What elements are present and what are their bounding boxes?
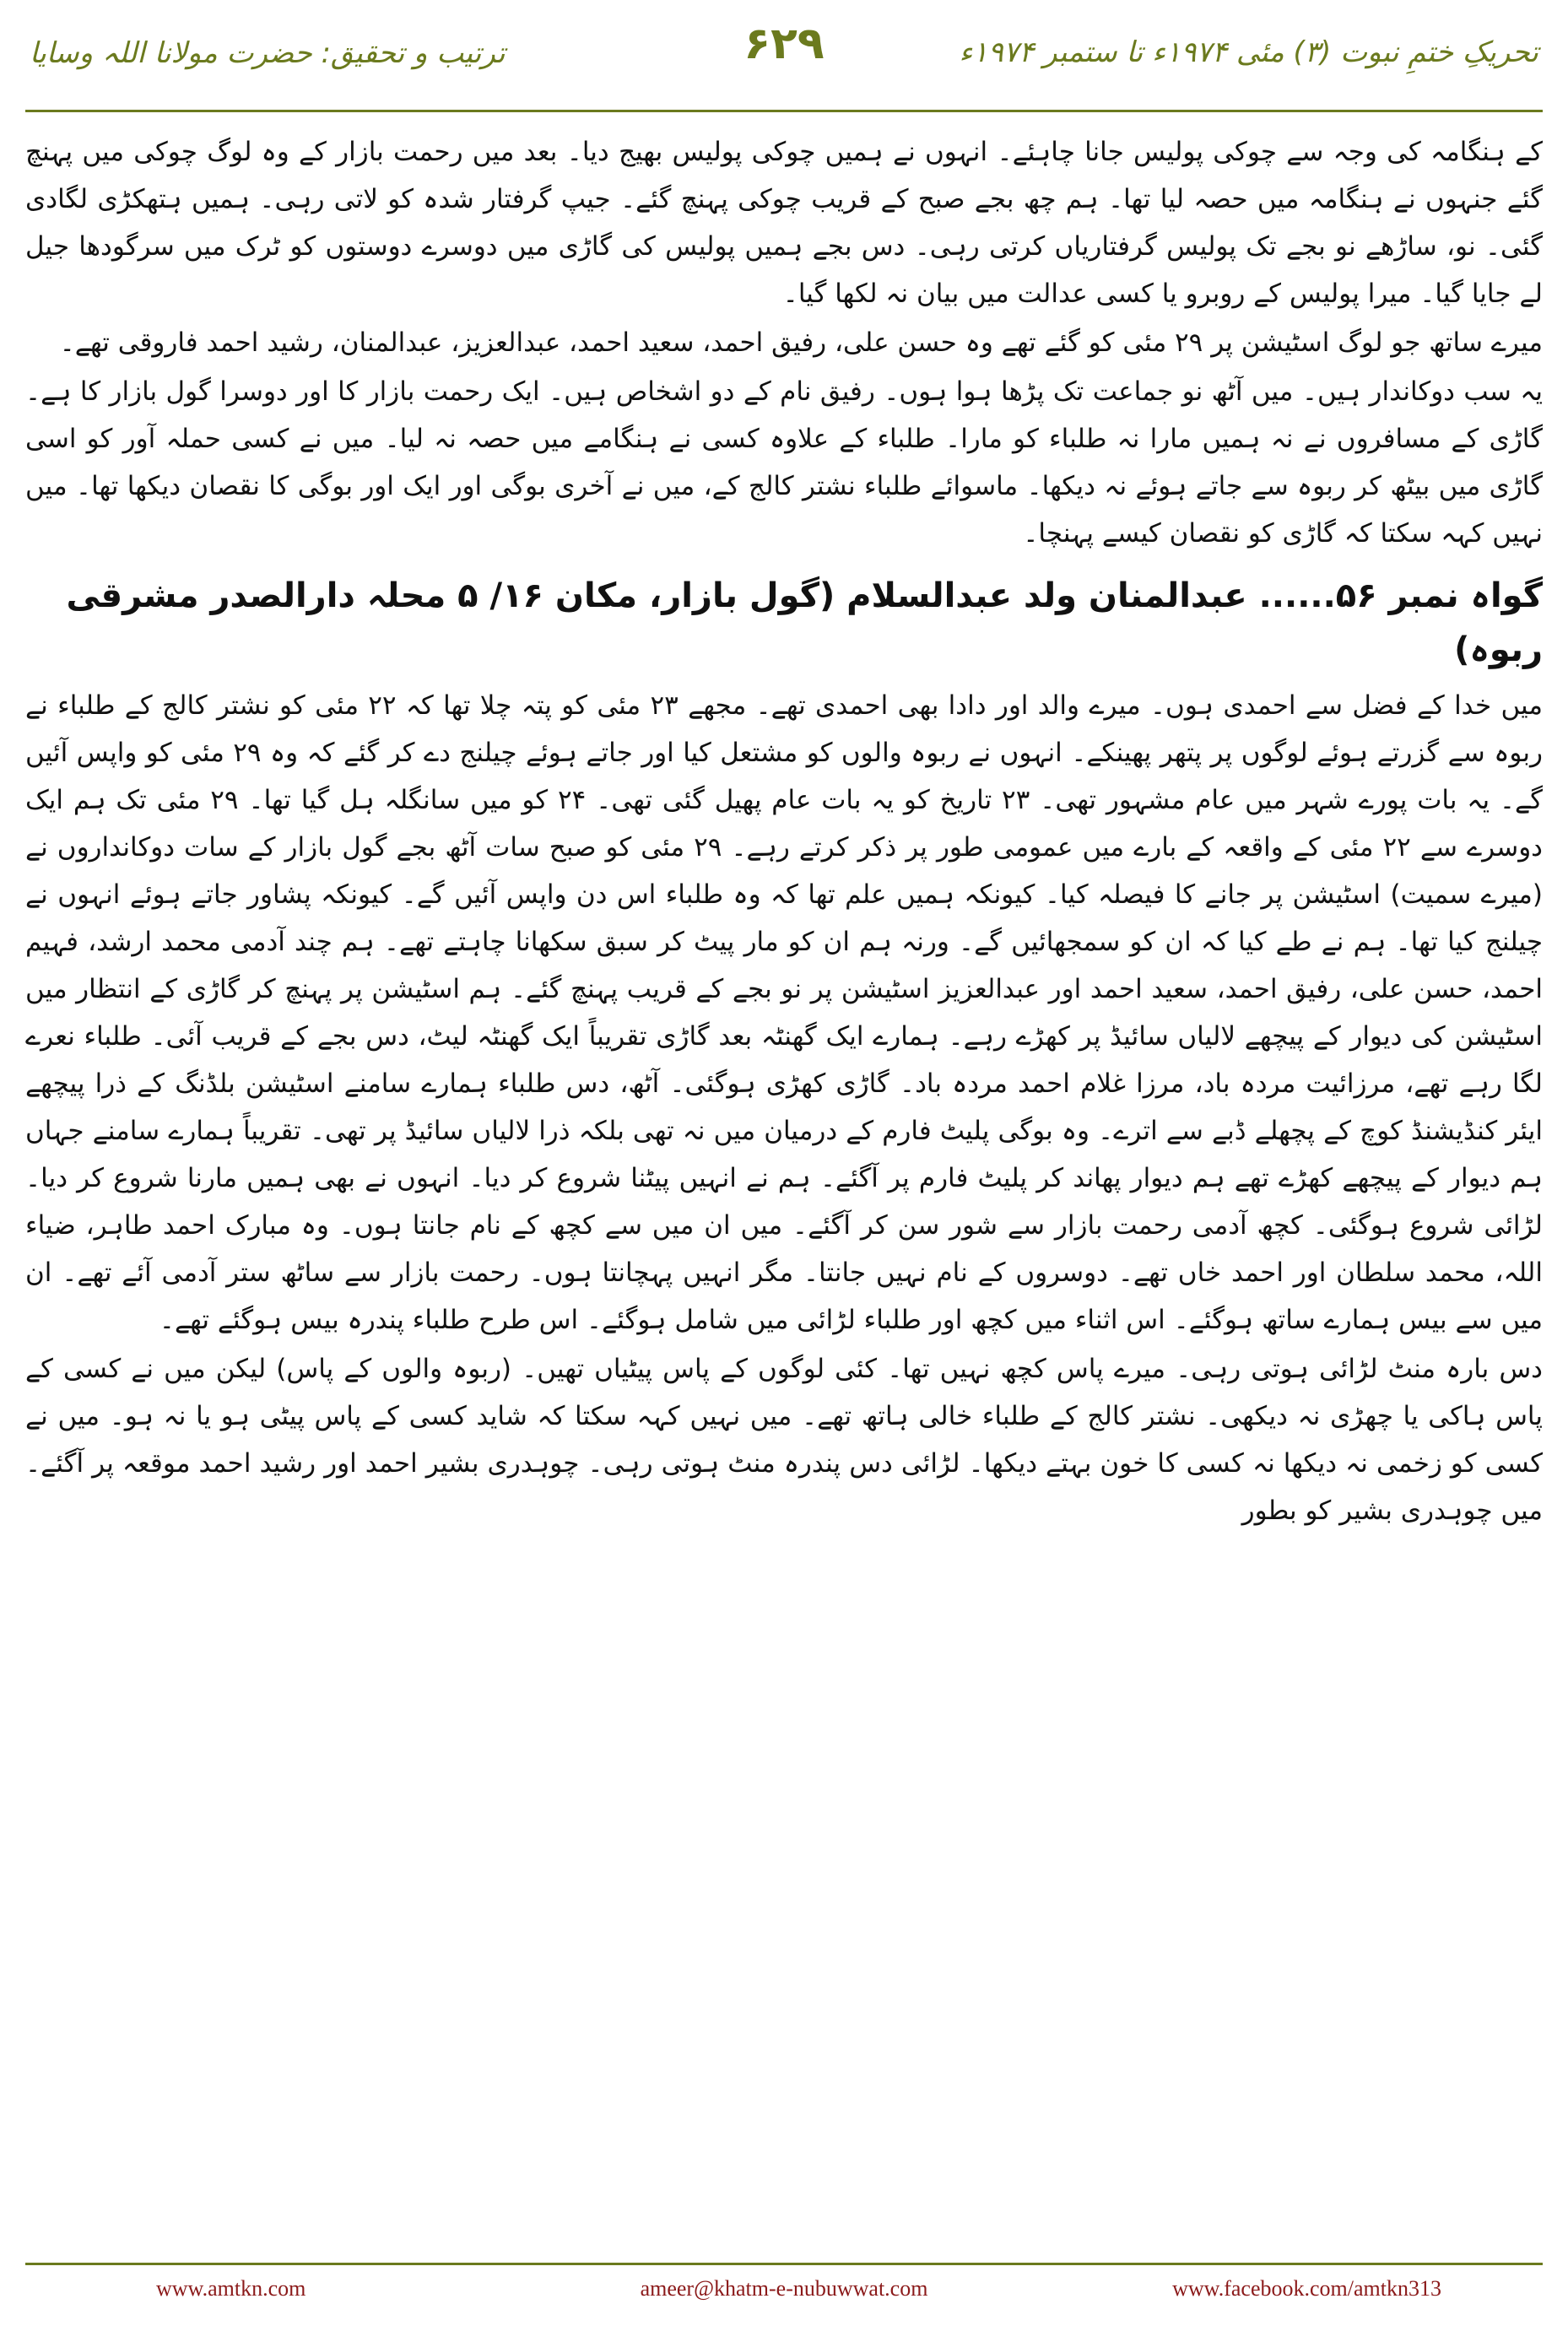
paragraph-2: میرے ساتھ جو لوگ اسٹیشن پر ۲۹ مئی کو گئے تھے وہ حسن علی، رفیق احمد، سعید احمد، عبدالعزیز، عبدالمنان، رشید احمد فاروقی تھے۔ [59,327,1543,358]
paragraph-4: میں خدا کے فضل سے احمدی ہوں۔ میرے والد اور دادا بھی احمدی تھے۔ مجھے ۲۳ مئی کو پتہ چلا تھا کہ ۲۲ مئی کو نشتر کالج کے طلباء نے ربوہ سے گزرتے ہوئے لوگوں پر پتھر پھینکے۔ انہوں نے ربوہ والوں کو مشتعل کیا اور جاتے ہوئے چیلنج دے کر گئے کہ وہ ۲۹ مئی کو واپس آئیں گے۔ یہ بات پورے شہر میں عام مشہور تھی۔ ۲۳ تاریخ کو یہ بات عام پھیل گئی تھی۔ ۲۴ کو میں سانگلہ ہل گیا تھا۔ ۲۹ مئی تک ہم ایک دوسرے سے ۲۲ مئی کے واقعہ کے بارے میں عمومی طور پر ذکر کرتے رہے۔ ۲۹ مئی کو صبح سات آٹھ بجے گول بازار کے سات دوکانداروں نے (میرے سمیت) اسٹیشن پر جانے کا فیصلہ کیا۔ کیونکہ ہمیں علم تھا کہ وہ طلباء اس دن واپس آئیں گے۔ کیونکہ پشاور جاتے ہوئے انہوں نے چیلنج کیا تھا۔ ہم نے طے کیا کہ ان کو سمجھائیں گے۔ ورنہ ہم ان کو مار پیٹ کر سبق سکھانا چاہتے تھے۔ ہم چند آدمی محمد ارشد، فہیم احمد، حسن علی، رفیق احمد، سعید احمد اور عبدالعزیز اسٹیشن پر نو بجے کے قریب پہنچ گئے۔ ہم اسٹیشن پر پہنچ کر گاڑی کے انتظار میں اسٹیشن کی دیوار کے پیچھے لالیاں سائیڈ پر کھڑے رہے۔ ہمارے ایک گھنٹہ بعد گاڑی تقریباً ایک گھنٹہ لیٹ، دس بجے کے قریب آئی۔ طلباء نعرے لگا رہے تھے، مرزائیت مردہ باد، مرزا غلام احمد مردہ باد۔ گاڑی کھڑی ہوگئی۔ آٹھ، دس طلباء ہمارے سامنے اسٹیشن بلڈنگ کے ذرا پیچھے ایئر کنڈیشنڈ کوچ کے پچھلے ڈبے سے اترے۔ وہ بوگی پلیٹ فارم کے درمیان میں نہ تھی بلکہ ذرا لالیاں سائیڈ پر تھی۔ تقریباً ہمارے سامنے جہاں ہم دیوار کے پیچھے کھڑے تھے ہم دیوار پھاند کر پلیٹ فارم پر آگئے۔ ہم نے انہیں پیٹنا شروع کر دیا۔ انہوں نے بھی ہمیں مارنا شروع کر دیا۔ لڑائی شروع ہوگئی۔ کچھ آدمی رحمت بازار سے شور سن کر آگئے۔ میں ان میں سے کچھ کے نام جانتا ہوں۔ وہ مبارک احمد طاہر، ضیاء اللہ، محمد سلطان اور احمد خاں تھے۔ دوسروں کے نام نہیں جانتا۔ مگر انہیں پہچانتا ہوں۔ رحمت بازار سے ساٹھ ستر آدمی آئے تھے۔ ان میں سے بیس ہمارے ساتھ ہوگئے۔ اس اثناء میں کچھ اور طلباء لڑائی میں شامل ہوگئے۔ اس طرح طلباء پندرہ بیس ہوگئے تھے۔ [25,690,1543,1335]
footer-divider [25,2263,1543,2265]
facebook-link[interactable]: www.facebook.com/amtkn313 [1172,2276,1441,2301]
header-divider [25,110,1543,112]
website-link[interactable]: www.amtkn.com [156,2276,306,2301]
book-title: تحریکِ ختمِ نبوت (۳) مئی ۱۹۷۴ء تا ستمبر ۱۹۷۴ء [959,35,1538,69]
witness-heading: گواہ نمبر ۵۶...... عبدالمنان ولد عبدالسلام (گول بازار، مکان ۱۶/ ۵ محلہ دارالصدر مشرقی ربوہ) [66,576,1543,669]
page-body [25,128,1543,1536]
paragraph-3: یہ سب دوکاندار ہیں۔ میں آٹھ نو جماعت تک پڑھا ہوا ہوں۔ رفیق نام کے دو اشخاص ہیں۔ ایک رحمت بازار کا اور دوسرا گول بازار کا ہے۔ گاڑی کے مسافروں نے نہ ہمیں مارا نہ طلباء کو مارا۔ طلباء کے علاوہ کسی نے ہنگامے میں حصہ نہ لیا۔ میں نے کسی حملہ آور کو اسی گاڑی میں بیٹھ کر ربوہ سے جاتے ہوئے نہ دیکھا۔ ماسوائے طلباء نشتر کالج کے، میں نے آخری بوگی اور ایک اور بوگی کا نقصان دیکھا تھا۔ میں نہیں کہہ سکتا کہ گاڑی کو نقصان کیسے پہنچا۔ [25,376,1543,549]
page-footer [0,2249,1568,2342]
compiler-credit: ترتیب و تحقیق: حضرت مولانا اللہ وسایا [30,36,506,70]
page-header [0,0,1568,127]
email-link[interactable]: ameer@khatm-e-nubuwwat.com [640,2276,928,2301]
page-number: ۶۲۹ [743,19,825,69]
paragraph-1: کے ہنگامہ کی وجہ سے چوکی پولیس جانا چاہئے۔ انہوں نے ہمیں چوکی پولیس بھیج دیا۔ بعد میں رحمت بازار کے وہ لوگ چوکی میں پہنچ گئے جنہوں نے ہنگامہ میں حصہ لیا تھا۔ ہم چھ بجے صبح کے قریب چوکی پہنچ گئے۔ جیپ گرفتار شدہ کو لاتی رہی۔ ہمیں ہتھکڑی لگادی گئی۔ نو، ساڑھے نو بجے تک پولیس گرفتاریاں کرتی رہی۔ دس بجے ہمیں پولیس کی گاڑی میں دوسرے دوستوں کو ٹرک میں سرگودھا جیل لے جایا گیا۔ میرا پولیس کے روبرو یا کسی عدالت میں بیان نہ لکھا گیا۔ [25,137,1543,309]
paragraph-5: دس بارہ منٹ لڑائی ہوتی رہی۔ میرے پاس کچھ نہیں تھا۔ کئی لوگوں کے پاس پیٹیاں تھیں۔ (ربوہ والوں کے پاس) لیکن میں نے کسی کے پاس ہاکی یا چھڑی نہ دیکھی۔ نشتر کالج کے طلباء خالی ہاتھ تھے۔ میں نہیں کہہ سکتا کہ شاید کسی کے پاس پیٹی ہو یا نہ ہو۔ میں نے کسی کو زخمی نہ دیکھا نہ کسی کا خون بہتے دیکھا۔ لڑائی دس پندرہ منٹ ہوتی رہی۔ چوہدری بشیر احمد اور رشید احمد موقعہ پر آگئے۔ میں چوہدری بشیر کو بطور [25,1354,1543,1526]
